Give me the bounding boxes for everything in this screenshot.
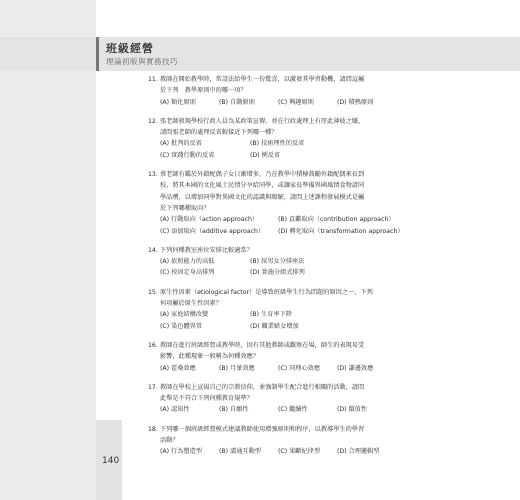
- chapter-title: 班級經營: [106, 42, 154, 55]
- question-number: 11.: [148, 76, 158, 83]
- option-d: (D) 例反省: [250, 151, 281, 159]
- question-18: [148, 424, 410, 458]
- option-a: (A) 行動取向（action approach）: [160, 216, 259, 224]
- option-c: (C) 實踐行動的反省: [160, 151, 215, 159]
- question-line: 校，將其本國的文化風土民情分享給同學，或讓家長準備異國風情食物請同: [160, 182, 365, 190]
- question-line: 教師在進行班級經營或教學時，因有其他教師或觀察在場，師生的表現易受: [160, 341, 365, 349]
- question-line: 教師在學校上宣揚自己的宗教信仰，並強制學生配合進行相關的活動，請問: [160, 383, 365, 391]
- question-line: 於下列 教學原則中的哪一項？: [160, 87, 247, 95]
- question-line: 影響，此種現象一般稱為何種效應？: [160, 353, 259, 361]
- option-c: (C) 繼續性: [278, 406, 308, 414]
- option-d: (D) 積熱原則: [337, 98, 374, 106]
- question-number: 14.: [148, 246, 158, 254]
- question-15: [148, 287, 410, 332]
- option-a: (A) 行為塑造型: [160, 448, 202, 456]
- question-11: [148, 74, 410, 108]
- option-b: (B) 貢獻取向（contribution approach）: [278, 216, 395, 224]
- chapter-subtitle: 理論初版與實務技巧: [106, 57, 178, 66]
- question-line: 張老師發現學校行政人員為某政策宣傳，並在行政處理上有厚此薄彼之嫌，: [160, 117, 365, 125]
- option-d: (D) 合理邏輯型: [337, 448, 380, 456]
- option-a: (A) 批判的反省: [160, 140, 202, 148]
- question-line: 蔡老師有鑑於外籍配偶子女日漸增多，乃在教學中積極鼓勵外籍配偶來長到: [160, 171, 365, 179]
- option-b: (B) 自願性: [219, 406, 249, 414]
- option-a: (A) 認知性: [160, 406, 190, 414]
- option-a: (A) 家庭結構改變: [160, 311, 209, 319]
- question-14: [148, 245, 410, 279]
- question-line: 活動？: [160, 437, 179, 445]
- option-d: (D) 謙遜效應: [337, 364, 374, 372]
- option-d: (D) 實施分組式排列: [250, 269, 305, 277]
- question-line: 請問張老師的處理反省較接近下列哪一種？: [160, 129, 278, 137]
- question-line: 此舉是不符合下列何種教育規準？: [160, 395, 253, 403]
- option-d: (D) 價值性: [337, 406, 368, 414]
- option-c: (C) 興趣原則: [278, 98, 314, 106]
- option-d: (D) 轉化取向（transformation approach）: [278, 227, 404, 235]
- option-a: (A) 類化原則: [160, 98, 196, 106]
- question-13: [148, 169, 410, 237]
- question-line: 原生性因素（etiological factor）是導致班級學生行為問題的原因之一，下列: [160, 288, 373, 296]
- question-number: 16.: [148, 341, 158, 349]
- option-b: (B) 採男女分排座法: [250, 258, 305, 266]
- question-line: 教師在開始教學時，常設法給學生一份驚喜，以激發其學習動機，請問這屬: [160, 76, 365, 83]
- option-b: (B) 自動原則: [219, 98, 255, 106]
- question-list: [148, 74, 410, 458]
- question-16: [148, 340, 410, 374]
- question-line: 學品嚐，以增加同學對異國文化的認識與瞭解，請問上述課程發展模式是屬: [160, 193, 365, 201]
- running-header: [0, 37, 520, 71]
- question-number: 15.: [148, 288, 158, 296]
- question-line: 下列哪一個班級經營模式建議教師使用增強原則和程序，以教導學生的學習: [160, 425, 365, 433]
- option-c: (C) 染色體異常: [160, 322, 203, 330]
- question-line: 下列何種教室座位安排比較適當？: [160, 246, 253, 254]
- option-c: (C) 按固定身高排列: [160, 269, 215, 277]
- header-marker: [96, 37, 99, 71]
- option-d: (D) 職業婦女增加: [250, 322, 299, 330]
- question-line: 何項屬於原生性因素？: [160, 300, 222, 308]
- option-b: (B) 溝通互動型: [219, 448, 261, 456]
- question-12: [148, 116, 410, 161]
- question-number: 17.: [148, 383, 158, 391]
- page-number: 140: [102, 456, 120, 466]
- option-a: (A) 霍桑效應: [160, 364, 196, 372]
- question-number: 12.: [148, 117, 158, 125]
- question-17: [148, 382, 410, 416]
- option-a: (A) 依照能力的高低: [160, 258, 215, 266]
- question-number: 13.: [148, 171, 158, 179]
- option-c: (C) 果斷紀律型: [278, 448, 321, 456]
- option-c: (C) 同理心效應: [278, 364, 321, 372]
- side-margin-strip: [0, 0, 96, 500]
- option-b: (B) 生育率下降: [250, 311, 292, 319]
- option-c: (C) 添加取向（additive approach）: [160, 227, 265, 235]
- question-line: 於下列哪種取向？: [160, 204, 210, 212]
- option-b: (B) 技術理性的反省: [250, 140, 305, 148]
- option-b: (B) 月暈效應: [219, 364, 255, 372]
- question-number: 18.: [148, 425, 158, 433]
